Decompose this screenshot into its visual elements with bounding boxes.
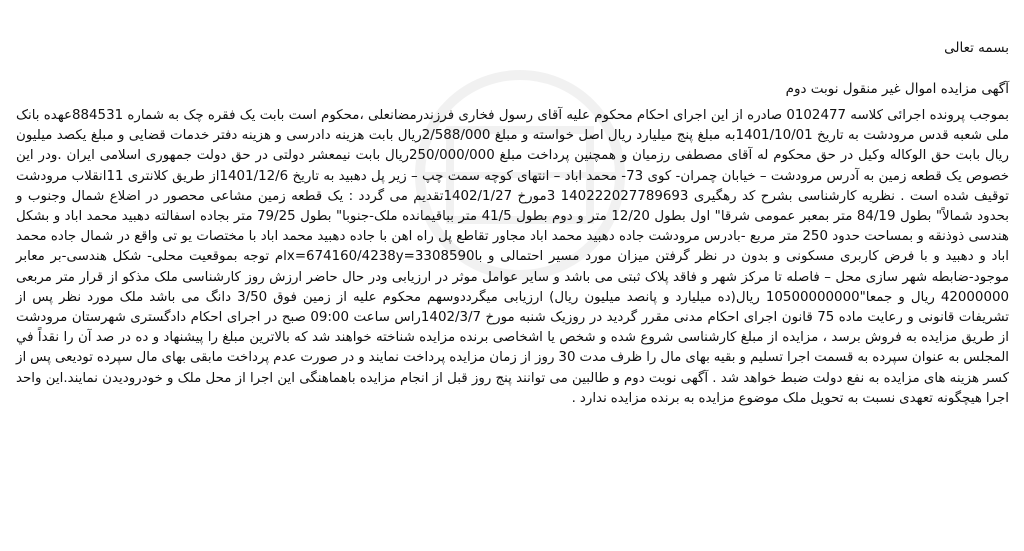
notice-body-paragraph: بموجب پرونده اجرائی کلاسه 0102477 صادره از این اجرای احکام محکوم علیه آقای رسول فخاری فرزندرمضانعلی ،محکوم است بابت یک فقره چک به شماره 884531عهده بانک ملی شعبه قدس مرودشت به تاریخ 1401/10/01به مبلغ پنج میلیارد ریال اصل خواسته و مبلغ 2/588/000ریال بابت هزینه دادرسی و هزینه دفتر خدمات قضایی و مبلغ یکصد میلیون ریال بابت حق الوکاله وکیل در حق محکوم له آقای مصطفی رزمیان و همچنین پرداخت مبلغ 250/000/000ریال بابت نیمعشر دولتی در حق دولت جمهوری اسلامی ایران .ودر این خصوص یک قطعه زمین به آدرس مرودشت – خیابان چمران- کوی 73- محمد اباد – انتهای کوچه سمت چپ – زیر پل دهبید به تاریخ 1401/12/6از طریق کلانتری 11انقلاب مرودشت توقیف شده است . نظریه کارشناسی بشرح کد رهگیری 140222027789693 3مورخ 1402/1/27تقدیم می گردد : یک قطعه زمین مشاعی محصور در اضلاع شمال وجنوب و بحدود شمالاً" بطول 84/19 متر بمعبر عمومی شرقا" اول بطول 12/20 متر و دوم بطول 41/5 متر بباقیمانده ملک-جنوبا" بطول 79/25 متر بجاده اسفالته دهبید محمد اباد و بشکل هندسی ذوذنقه و بمساحت حدود 250 متر مربع -بادرس مرودشت جاده دهبید محمد اباد مجاور تقاطع پل راه اهن با جاده دهبید محمد اباد با مختصات یو تی واقع در شمال جاده محمد اباد و دهبید و با فرض کاربری مسکونی و بدون در نظر گرفتن میزان مورد مسیر احتمالی و باx=674160/4238y=3308590ام توجه بموقعیت محلی- شکل هندسی-بر معابر موجود-ضابطه شهر سازی محل – فاصله تا مرکز شهر و فاقد پلاک ثبتی می باشد و سایر عوامل موثر در ارزیابی ودر حال حاضر ارزش روز کارشناسی ملک مذکو از قرار متر مربعی 42000000 ریال و جمعا"10500000000 ریال(ده میلیارد و پانصد میلیون ریال) ارزیابی میگرددوسهم محکوم علیه از زمین فوق 3/50 دانگ می باشد ملک مورد نظر پس از تشریفات قانونی و رعایت ماده 75 قانون اجرای احکام مدنی مقرر گردید در روزیک شنبه مورخ 1402/3/7راس ساعت 09:00 صبح در اجرای احکام دادگستری شهرستان مرودشت از طریق مزایده به فروش برسد ، مزایده از مبلغ کارشناسی شروع شده و شخص یا اشخاصی برنده مزایده شناخته خواهند شد که بالاترین مبلغ را پیشنهاد و ده در صد آن را نقداً في المجلس به عنوان سپرده به قسمت اجرا تسلیم و بقیه بهای مال را ظرف مدت 30 روز از زمان مزایده پرداخت نمایند و در صورت عدم پرداخت مابقی بهای مال سپرده تودیعی پس از کسر هزینه های مزایده به نفع دولت ضبط خواهد شد . آگهی نوبت دوم و طالبین می توانند پنج روز قبل از انجام مزایده باهماهنگی این اجرا از محل ملک و خودرودیدن نمایند.این واحد اجرا هیچگونه تعهدی نسبت به تحویل ملک موضوع مزایده به برنده مزایده ندارد . <box>16 108 1010 406</box>
notice-title: آگهی مزایده اموال غیر منقول نوبت دوم <box>785 81 1009 97</box>
basmala-heading: بسمه تعالی <box>944 40 1009 56</box>
